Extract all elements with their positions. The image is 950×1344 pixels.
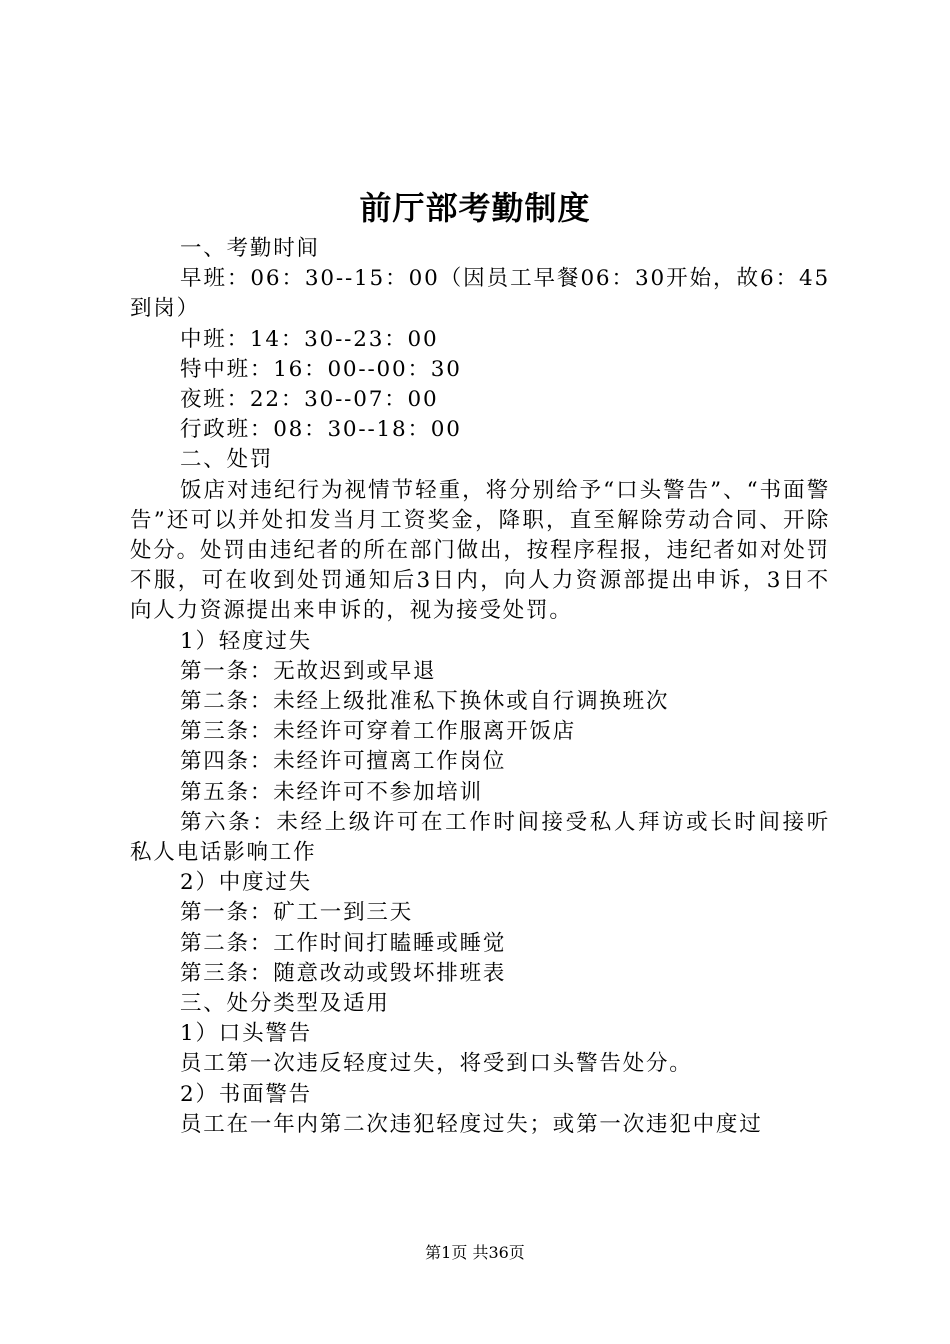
shift-special-middle: 特中班：16：00--00：30 (180, 356, 462, 382)
subheading-minor-fault: 1）轻度过失 (180, 628, 312, 654)
minor-fault-article: 第五条：未经许可不参加培训 (180, 779, 483, 805)
subheading-moderate-fault: 2）中度过失 (180, 870, 312, 896)
shift-early: 早班：06：30--15：00（因员工早餐06：30开始，故6：45到岗） (130, 266, 830, 322)
subheading-verbal-warning: 1）口头警告 (180, 1021, 312, 1047)
section-heading-disciplinary-types: 三、处分类型及适用 (180, 991, 390, 1017)
document-title: 前厅部考勤制度 (359, 189, 591, 227)
minor-fault-article: 第一条：无故迟到或早退 (180, 658, 437, 684)
shift-night: 夜班：22：30--07：00 (180, 387, 439, 413)
shift-middle: 中班：14：30--23：00 (180, 326, 439, 352)
section-heading-penalty: 二、处罚 (180, 447, 274, 473)
minor-fault-article: 第四条：未经许可擅离工作岗位 (180, 749, 507, 775)
penalty-description: 饭店对违纪行为视情节轻重，将分别给予“口头警告”、“书面警告”还可以并处扣发当月工资奖金，降职，直至解除劳动合同、开除处分。处罚由违纪者的所在部门做出，按程序程报，违纪者如对处罚不服，可在收到处罚通知后3日内，向人力资源部提出申诉，3日不向人力资源提出来申诉的，视为接受处罚。 (130, 477, 830, 624)
minor-fault-article: 第二条：未经上级批准私下换休或自行调换班次 (180, 689, 670, 715)
verbal-warning-description: 员工第一次违反轻度过失，将受到口头警告处分。 (180, 1051, 693, 1077)
moderate-fault-article: 第一条：矿工一到三天 (180, 900, 414, 926)
shift-administrative: 行政班：08：30--18：00 (180, 417, 462, 443)
section-heading-attendance-time: 一、考勤时间 (180, 236, 320, 261)
minor-fault-article: 第三条：未经许可穿着工作服离开饭店 (180, 719, 577, 745)
minor-fault-article: 第六条：未经上级许可在工作时间接受私人拜访或长时间接听私人电话影响工作 (130, 809, 830, 866)
document-body (130, 234, 830, 1140)
moderate-fault-article: 第三条：随意改动或毁坏排班表 (180, 960, 507, 986)
written-warning-description: 员工在一年内第二次违犯轻度过失；或第一次违犯中度过 (180, 1111, 763, 1137)
page-number: 第1页 共36页 (425, 1243, 525, 1262)
subheading-written-warning: 2）书面警告 (180, 1081, 312, 1107)
moderate-fault-article: 第二条：工作时间打瞌睡或睡觉 (180, 930, 507, 956)
